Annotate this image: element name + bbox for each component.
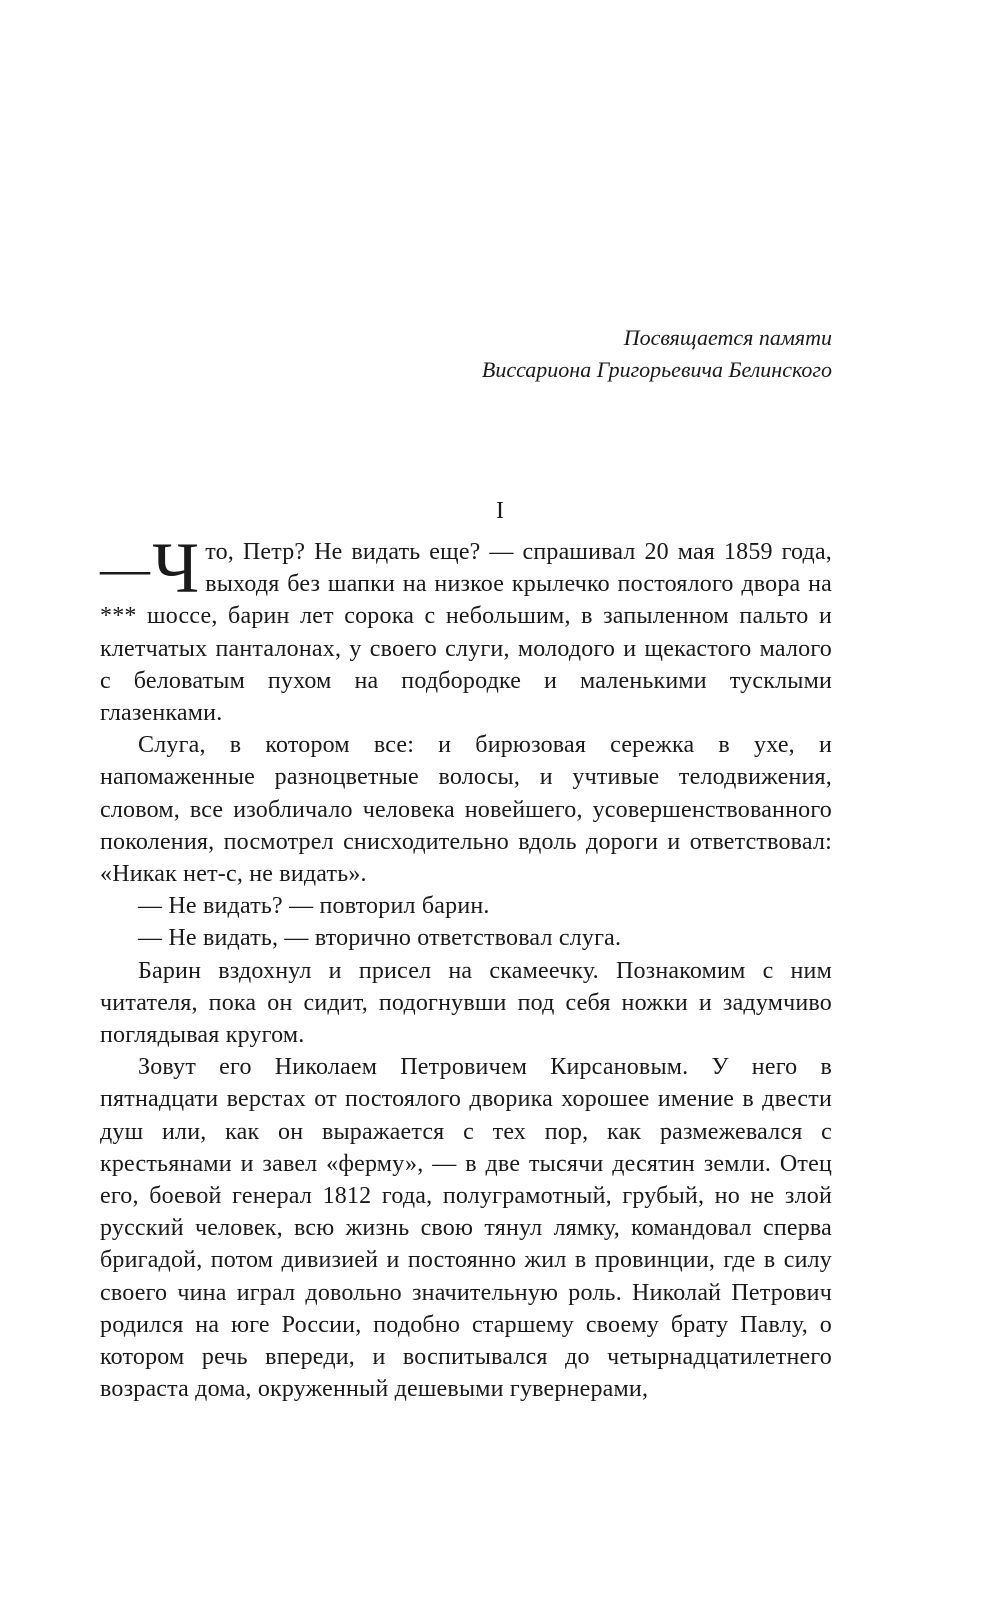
drop-cap-letter: Ч <box>152 528 200 608</box>
dedication <box>482 322 832 386</box>
paragraph-4: — Не видать, — вторично ответствовал слуга. <box>138 925 622 952</box>
paragraph-6: Зовут его Николаем Петровичем Кирсановым. У него в пятнадцати верстах от постоялого дворика хорошее имение в двести душ или, как он выражается с тех пор, как размежевался с крестьянами и завел «ферму», — в две тысячи десятин земли. Отец его, боевой генерал 1812 года, полуграмотный, грубый, но не злой русский человек, всю жизнь свою тянул лямку, командовал сперва бригадой, потом дивизией и постоянно жил в провинции, где в силу своего чина играл довольно значительную роль. Николай Петрович родился на юге России, подобно старшему своему брату Павлу, о котором речь впереди, и воспитывался до четырнадцатилетнего возраста дома, окруженный дешевыми гувернерами, <box>100 1054 832 1403</box>
chapter-number: I <box>496 498 504 524</box>
chapter-body <box>100 528 832 1405</box>
drop-cap-block <box>100 528 200 608</box>
paragraph-1 <box>100 528 832 729</box>
dedication-line-2: Виссариона Григорьевича Белинского <box>481 357 832 382</box>
opening-dash: — <box>100 540 151 596</box>
dedication-line-1: Посвящается памяти <box>623 325 832 350</box>
paragraph-2: Слуга, в котором все: и бирюзовая сережка в ухе, и напомаженные разноцветные волосы, и учтивые телодвижения, словом, все изобличало человека новейшего, усовершенствованного поколения, посмотрел снисходительно вдоль дороги и ответствовал: «Никак нет-с, не видать». <box>100 732 832 888</box>
paragraph-1-text: то, Петр? Не видать еще? — спрашивал 20 мая 1859 года, выходя без шапки на низкое крылечко постоялого двора на *** шоссе, барин лет сорока с небольшим, в запыленном пальто и клетчатых панталонах, у своего слуги, молодого и щекастого малого с беловатым пухом на подбородке и маленькими тусклыми глазенками. <box>100 539 832 727</box>
paragraph-5: Барин вздохнул и присел на скамеечку. Познакомим с ним читателя, пока он сидит, подогнувши под себя ножки и задумчиво поглядывая кругом. <box>100 957 832 1049</box>
paragraph-3: — Не видать? — повторил барин. <box>138 893 490 920</box>
